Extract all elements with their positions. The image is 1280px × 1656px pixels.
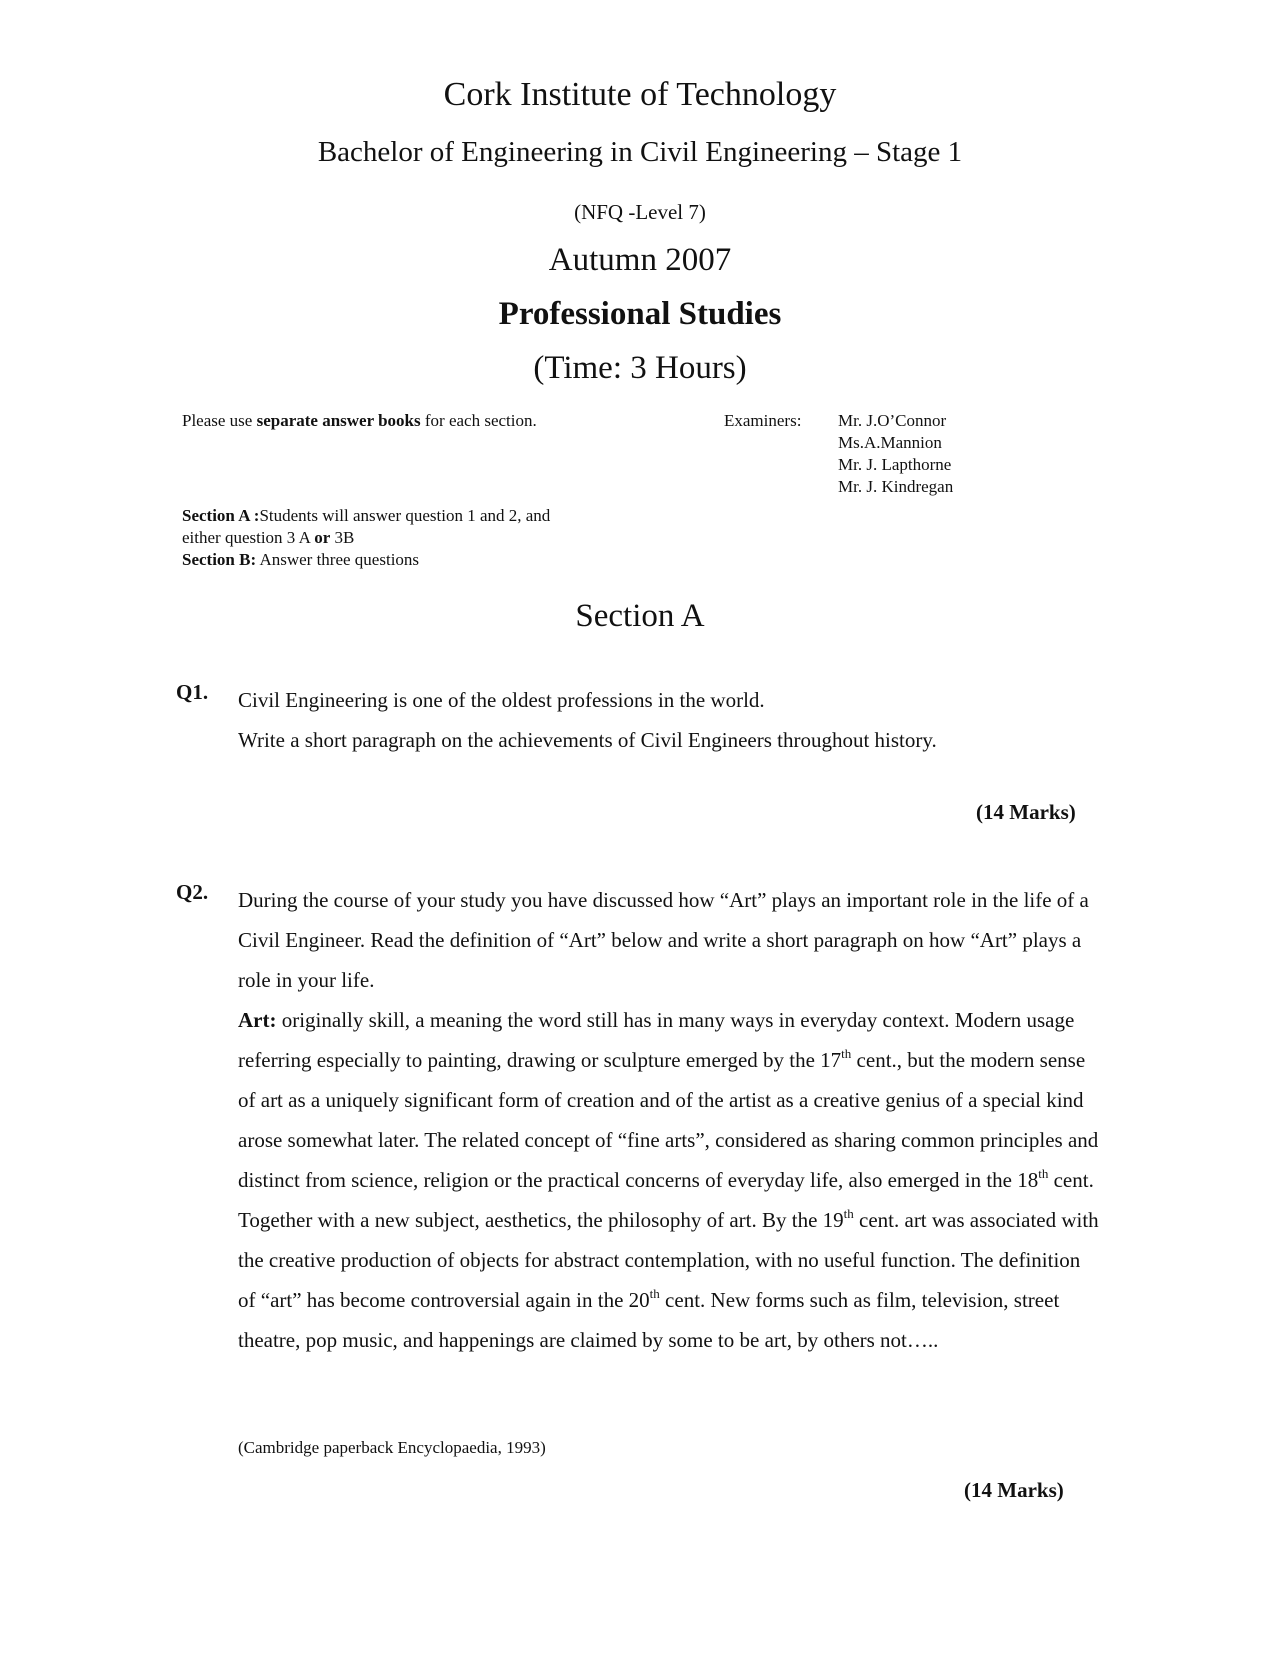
question-1-marks: (14 Marks) [976,800,1076,824]
question-1-line: Civil Engineering is one of the oldest professions in the world. [238,688,765,712]
section-heading: Section A [575,598,705,634]
art-definition [238,1000,1100,1360]
examiner-name: Mr. J.O’Connor [838,411,947,430]
examiners-label: Examiners: [724,411,802,430]
instructions-emphasis: separate answer books [256,411,421,430]
definition-text: cent. art was associated with the creative production of objects for abstract contemplation, with no useful function. The definition of “art” has become controversial again in the 20 [238,1208,1099,1312]
examiners-list [838,410,953,498]
ordinal-suffix: th [843,1206,854,1221]
definition-text: originally skill, a meaning the word still has in many ways in everyday context. Modern usage referring especially to painting, drawing or sculpture emerged by the 17 [238,1008,1075,1072]
section-a-label: Section A : [182,506,260,525]
exam-session: Autumn 2007 [548,242,732,278]
ordinal-suffix: th [1038,1166,1049,1181]
question-2-text [238,880,1100,1360]
answer-book-instructions [182,410,562,432]
examiner-name: Ms.A.Mannion [838,433,942,452]
art-definition-label: Art: [238,1008,277,1032]
institute-title: Cork Institute of Technology [443,76,837,113]
ordinal-suffix: th [649,1286,660,1301]
subject-title: Professional Studies [498,296,782,332]
ordinal-suffix: th [841,1046,852,1061]
section-b-instruction [182,549,582,571]
examiner-name: Mr. J. Kindregan [838,477,954,496]
section-a-instruction [182,505,582,549]
question-number: Q1. [176,680,209,704]
sections-instructions [182,505,582,571]
question-2-intro: During the course of your study you have discussed how “Art” plays an important role in the life of a Civil Engineer. Read the definition of “Art” below and write a short paragraph on how “Art” plays a role in your life. [238,888,1089,992]
definition-text: cent., but the modern sense of art as a uniquely significant form of creation and of the artist as a creative genius of a special kind arose somewhat later. The related concept of “fine arts”, considered as sharing common principles and distinct from science, religion or the practical concerns of everyday life, also emerged in the 18 [238,1048,1099,1192]
section-b-text: Answer three questions [256,550,420,569]
exam-duration: (Time: 3 Hours) [533,350,747,386]
question-1-text [238,680,1098,760]
definition-text: cent. Together with a new subject, aesthetics, the philosophy of art. By the 19 [238,1168,1094,1232]
examiner-name: Mr. J. Lapthorne [838,455,952,474]
question-number: Q2. [176,880,209,904]
instructions-suffix: for each section. [420,411,537,430]
instructions-prefix: Please use [182,411,257,430]
section-a-or: or [314,528,331,547]
section-a-text: Students will answer question 1 and 2, and either question 3 A [182,506,551,547]
programme-title: Bachelor of Engineering in Civil Engineering – Stage 1 [317,136,963,168]
section-a-text-end: 3B [330,528,355,547]
question-2-marks: (14 Marks) [964,1478,1064,1502]
question-1-line: Write a short paragraph on the achievements of Civil Engineers throughout history. [238,728,937,752]
section-b-label: Section B: [182,550,257,569]
definition-text: cent. New forms such as film, television, street theatre, pop music, and happenings are claimed by some to be art, by others not….. [238,1288,1060,1352]
nfq-level: (NFQ -Level 7) [574,200,706,224]
definition-citation: (Cambridge paperback Encyclopaedia, 1993) [238,1438,546,1457]
